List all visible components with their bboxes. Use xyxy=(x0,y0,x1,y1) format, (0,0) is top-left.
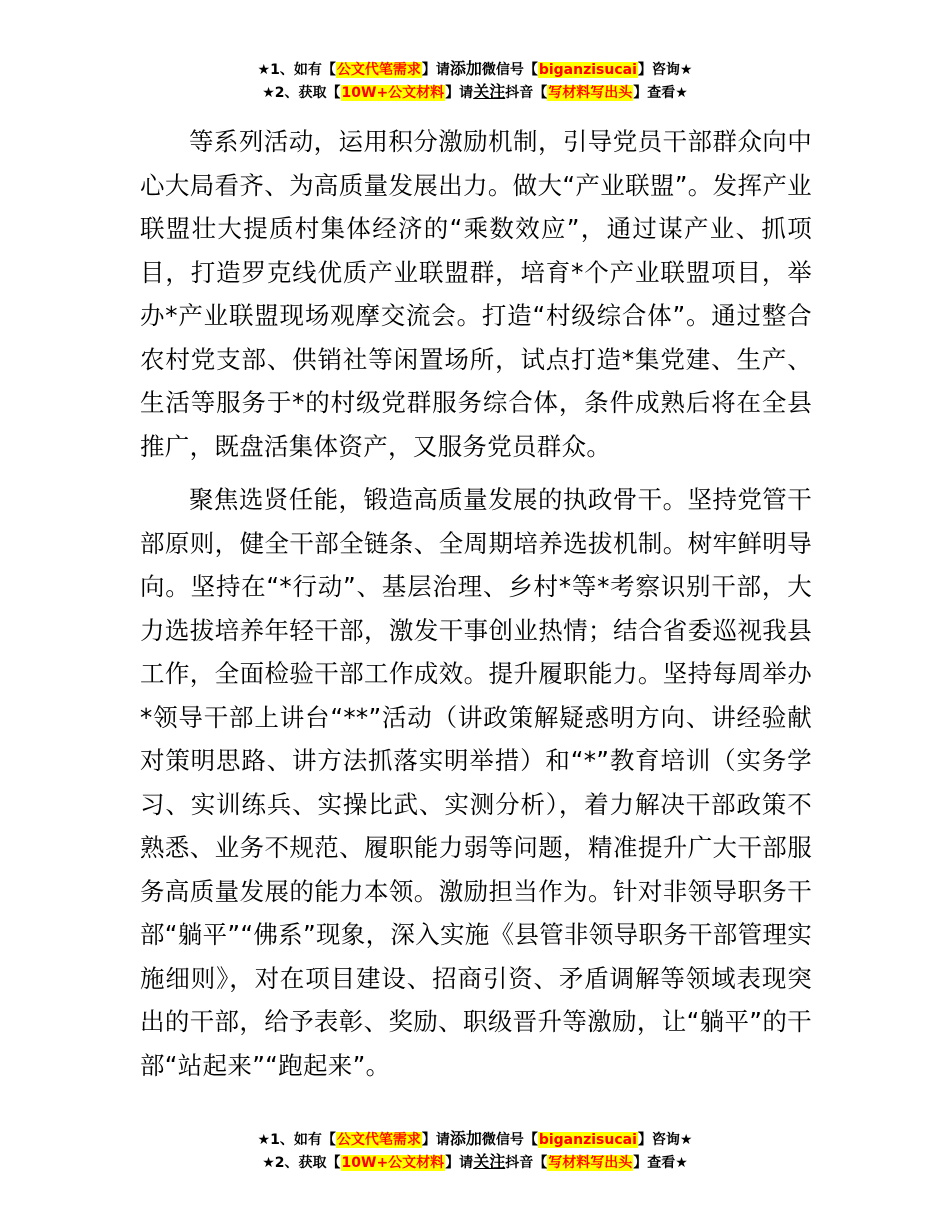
star-icon: ★ xyxy=(675,1155,688,1171)
star-icon: ★ xyxy=(679,62,693,78)
banner-emphasis: 添加 xyxy=(449,1129,482,1148)
banner-text: 微信号【 xyxy=(481,62,538,78)
star-icon: ★ xyxy=(675,85,688,101)
banner-line-2 xyxy=(0,1151,950,1174)
banner-line-1 xyxy=(0,1128,950,1151)
banner-emphasis: 关注 xyxy=(473,1152,506,1171)
star-icon: ★ xyxy=(257,1132,271,1148)
banner-text: 】请 xyxy=(421,62,450,78)
banner-text: 2、获取【 xyxy=(274,1155,341,1171)
banner-text: 】请 xyxy=(445,1155,474,1171)
banner-text: 】请 xyxy=(445,85,474,101)
highlight-service: 公文代笔需求 xyxy=(336,62,421,78)
footer-banner xyxy=(0,1128,950,1174)
banner-text: 】咨询 xyxy=(637,1132,680,1148)
star-icon: ★ xyxy=(262,85,275,101)
banner-text: 1、如有【 xyxy=(270,1132,336,1148)
banner-emphasis: 关注 xyxy=(473,82,506,101)
banner-text: 抖音【 xyxy=(505,85,548,101)
highlight-wechat-id: biganzisucai xyxy=(538,62,637,78)
highlight-douyin-account: 写材料写出头 xyxy=(548,85,633,101)
document-body xyxy=(140,120,812,1087)
banner-text: 微信号【 xyxy=(481,1132,538,1148)
header-banner xyxy=(0,58,950,104)
banner-text: 】查看 xyxy=(633,85,676,101)
banner-text: 2、获取【 xyxy=(274,85,341,101)
paragraph: 聚焦选贤任能，锻造高质量发展的执政骨干。坚持党管干部原则，健全干部全链条、全周期培养选拔机制。树牢鲜明导向。坚持在“*行动”、基层治理、乡村*等*考察识别干部，大力选拔培养年轻干部，激发干事创业热情；结合省委巡视我县工作，全面检验干部工作成效。提升履职能力。坚持每周举办*领导干部上讲台“**”活动（讲政策解疑惑明方向、讲经验献对策明思路、讲方法抓落实明举措）和“*”教育培训（实务学习、实训练兵、实操比武、实测分析），着力解决干部政策不熟悉、业务不规范、履职能力弱等问题，精准提升广大干部服务高质量发展的能力本领。激励担当作为。针对非领导职务干部“躺平”“佛系”现象，深入实施《县管非领导职务干部管理实施细则》，对在项目建设、招商引资、矛盾调解等领域表现突出的干部，给予表彰、奖励、职级晋升等激励，让“躺平”的干部“站起来”“跑起来”。 xyxy=(140,485,812,1080)
banner-text: 】查看 xyxy=(633,1155,676,1171)
banner-text: 】请 xyxy=(421,1132,450,1148)
banner-line-1 xyxy=(0,58,950,81)
star-icon: ★ xyxy=(679,1132,693,1148)
highlight-service: 公文代笔需求 xyxy=(336,1132,421,1148)
banner-text: 1、如有【 xyxy=(270,62,336,78)
banner-line-2 xyxy=(0,81,950,104)
highlight-materials: 10W+公文材料 xyxy=(341,1155,445,1171)
highlight-materials: 10W+公文材料 xyxy=(341,85,445,101)
highlight-wechat-id: biganzisucai xyxy=(538,1132,637,1148)
star-icon: ★ xyxy=(257,62,271,78)
banner-text: 】咨询 xyxy=(637,62,680,78)
banner-text: 抖音【 xyxy=(505,1155,548,1171)
paragraph: 等系列活动，运用积分激励机制，引导党员干部群众向中心大局看齐、为高质量发展出力。做大“产业联盟”。发挥产业联盟壮大提质村集体经济的“乘数效应”，通过谋产业、抓项目，打造罗克线优质产业联盟群，培育*个产业联盟项目，举办*产业联盟现场观摩交流会。打造“村级综合体”。通过整合农村党支部、供销社等闲置场所，试点打造*集党建、生产、生活等服务于*的村级党群服务综合体，条件成熟后将在全县推广，既盘活集体资产，又服务党员群众。 xyxy=(140,127,812,461)
star-icon: ★ xyxy=(262,1155,275,1171)
highlight-douyin-account: 写材料写出头 xyxy=(548,1155,633,1171)
banner-emphasis: 添加 xyxy=(449,59,482,78)
